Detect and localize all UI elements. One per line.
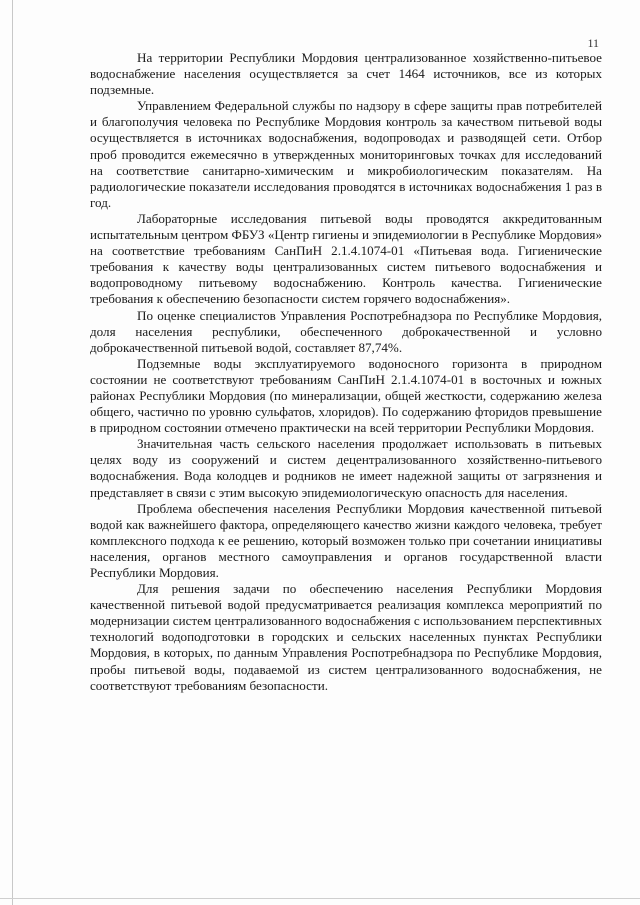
scan-edge-left (12, 0, 13, 905)
paragraph-population-share: По оценке специалистов Управления Роспотребнадзора по Республике Мордовия, доля населения республики, обеспеченного доброкачественной и условно доброкачественной питьевой водой, составляет 87,74%. (90, 307, 602, 355)
paragraph-rural-supply: Значительная часть сельского населения продолжает использовать в питьевых целях воду из сооружений и систем децентрализованного хозяйственно-питьевого водоснабжения. Вода колодцев и родников не имеет надежной защиты от загрязнения и представляет в связи с этим высокую эпидемиологическую опасность для населения. (90, 436, 602, 500)
document-body (90, 50, 602, 694)
paragraph-solution: Для решения задачи по обеспечению населения Республики Мордовия качественной питьевой водой предусматривается реализация комплекса мероприятий по модернизации систем централизованного водоснабжения с использованием перспективных технологий водоподготовки в городских и сельских населенных пунктах Республики Мордовия, в которых, по данным Управления Роспотребнадзора по Республике Мордовия, пробы питьевой воды, подаваемой из систем централизованного водоснабжения, не соответствуют требованиям безопасности. (90, 581, 602, 693)
scan-edge-bottom (0, 898, 640, 899)
paragraph-problem: Проблема обеспечения населения Республики Мордовия качественной питьевой водой как важнейшего фактора, определяющего качество жизни каждого человека, требует комплексного подхода к ее решению, который возможен только при сочетании инициативы населения, органов местного самоуправления и органов государственной власти Республики Мордовия. (90, 500, 602, 580)
page-number: 11 (587, 36, 599, 50)
paragraph-groundwater: Подземные воды эксплуатируемого водоносного горизонта в природном состоянии не соответствуют требованиям СанПиН 2.1.4.1074-01 в восточных и южных районах Республики Мордовия (по минерализации, общей жесткости, содержанию железа общего, частично по уровню сульфатов, хлоридов). По содержанию фторидов превышение в природном состоянии отмечено практически на всей территории Республики Мордовия. (90, 355, 602, 436)
paragraph-laboratory-tests: Лабораторные исследования питьевой воды проводятся аккредитованным испытательным центром ФБУЗ «Центр гигиены и эпидемиологии в Республике Мордовия» на соответствие требованиям СанПиН 2.1.4.1074-01 «Питьевая вода. Гигиенические требования к качеству воды централизованных систем питьевого водоснабжения и водопроводному питьевому водоснабжению. Контроль качества. Гигиенические требования к обеспечению безопасности систем горячего водоснабжения». (90, 210, 602, 307)
paragraph-water-sources: На территории Республики Мордовия централизованное хозяйственно-питьевое водоснабжение населения осуществляется за счет 1464 источников, все из которых подземные. (90, 50, 602, 98)
paragraph-quality-control: Управлением Федеральной службы по надзору в сфере защиты прав потребителей и благополучия человека по Республике Мордовия контроль за качеством питьевой воды осуществляется в источниках водоснабжения, водопроводах и разводящей сети. Отбор проб проводится ежемесячно в утвержденных мониторинговых точках для исследований на соответствие санитарно-химическим и микробиологическим показателям. На радиологические показатели исследования проводятся в источниках водоснабжения 1 раз в год. (90, 98, 602, 210)
